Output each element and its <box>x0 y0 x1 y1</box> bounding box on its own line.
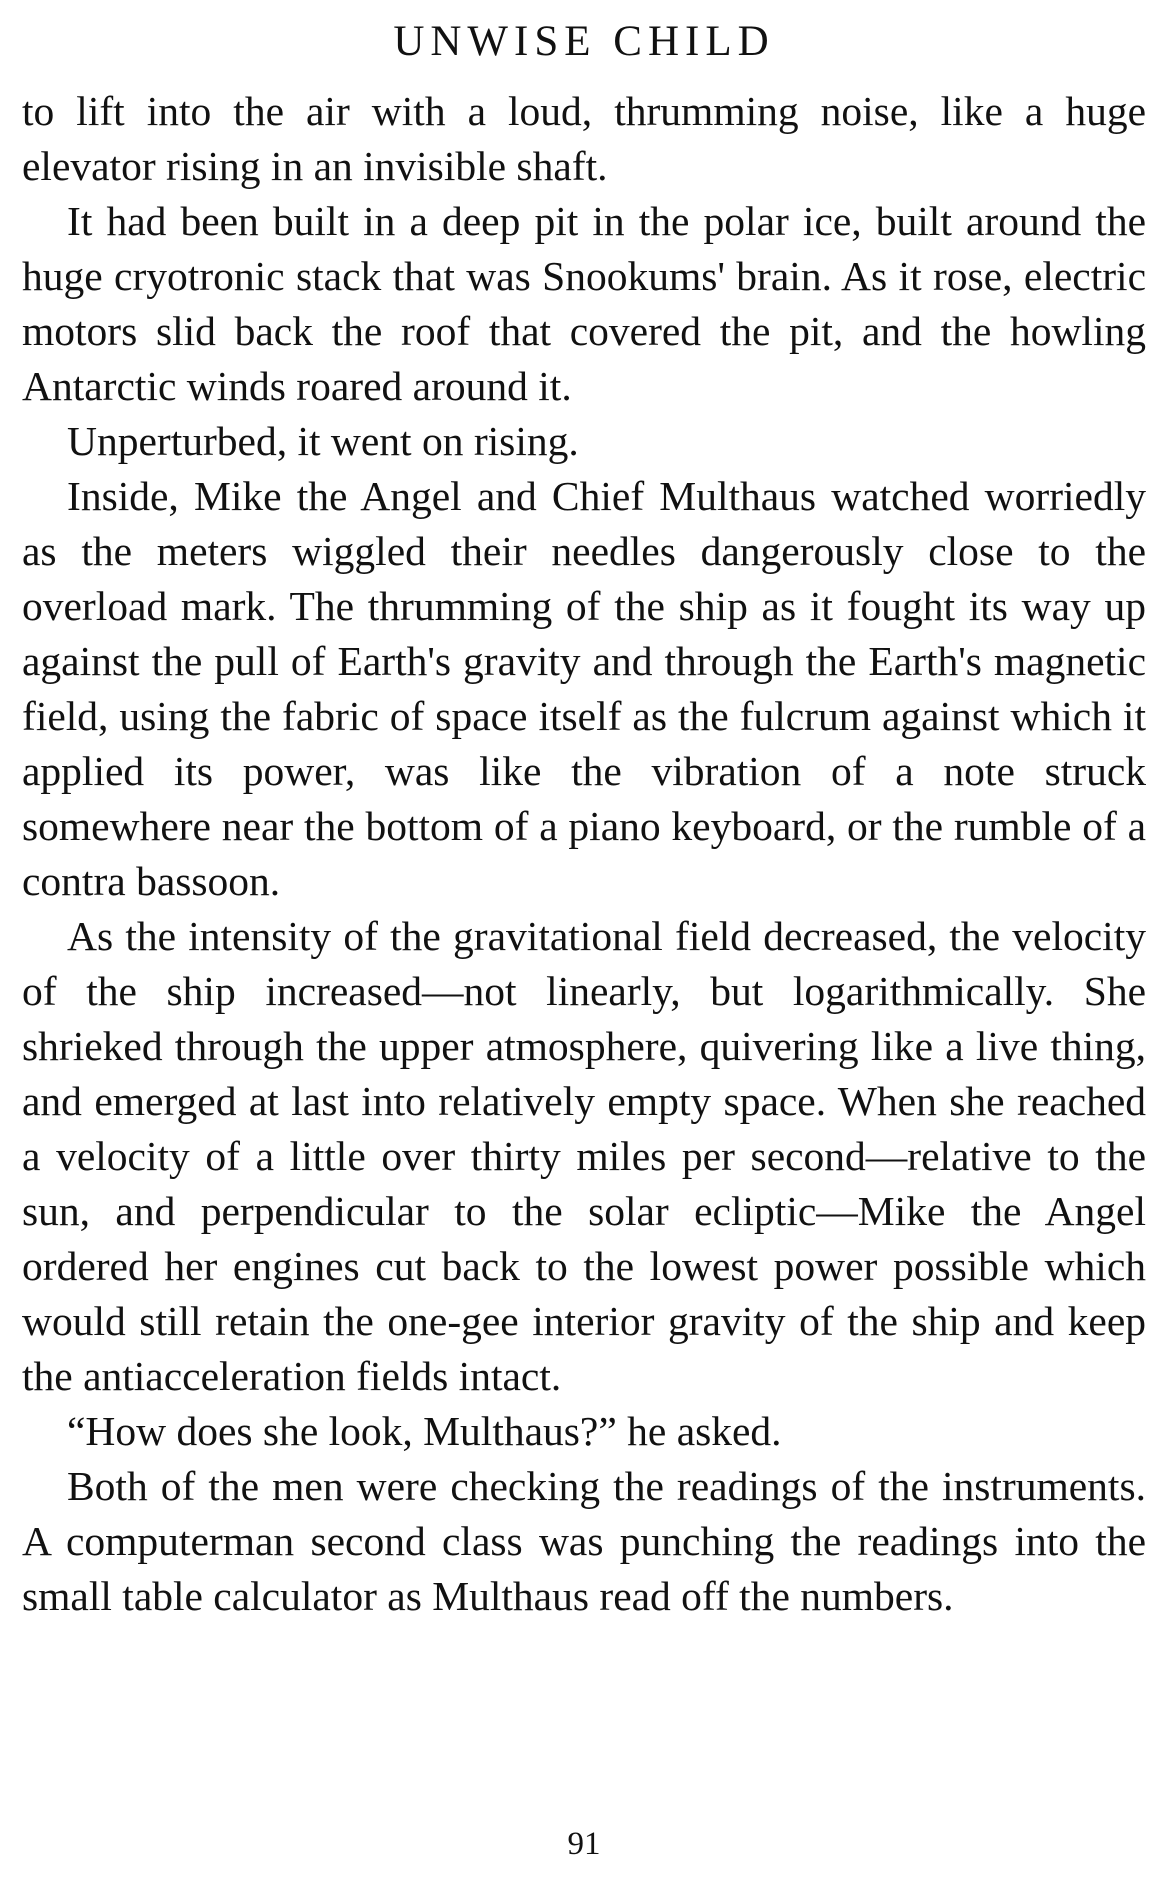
paragraph-2: It had been built in a deep pit in the polar ice, built around the huge cryotronic stack that was Snookums' brain. As it rose, electric motors slid back the roof that covered the pit, and the howling Antarctic winds roared around it. <box>22 198 1146 409</box>
paragraph-4: Inside, Mike the Angel and Chief Multhaus watched worriedly as the meters wiggled their needles dangerously close to the overload mark. The thrumming of the ship as it fought its way up against the pull of Earth's gravity and through the Earth's magnetic field, using the fabric of space itself as the fulcrum against which it applied its power, was like the vibration of a note struck somewhere near the bottom of a piano keyboard, or the rumble of a contra bassoon. <box>22 473 1146 904</box>
page-number: 91 <box>567 1826 601 1862</box>
paragraph-5: As the intensity of the gravitational field decreased, the velocity of the ship increased—not linearly, but logarithmically. She shrieked through the upper atmosphere, quivering like a live thing, and emerged at last into relatively empty space. When she reached a velocity of a little over thirty miles per second—relative to the sun, and perpendicular to the solar ecliptic—Mike the Angel ordered her engines cut back to the lowest power possible which would still retain the one-gee interior gravity of the ship and keep the antiacceleration fields intact. <box>22 913 1146 1399</box>
running-title: UNWISE CHILD <box>393 18 775 65</box>
body-text <box>22 84 1146 1624</box>
paragraph-3: Unperturbed, it went on rising. <box>67 418 579 464</box>
book-page <box>22 0 1146 1885</box>
paragraph-1: to lift into the air with a loud, thrumming noise, like a huge elevator rising in an invisible shaft. <box>22 88 1146 189</box>
paragraph-7: Both of the men were checking the readings of the instruments. A computerman second class was punching the readings into the small table calculator as Multhaus read off the numbers. <box>22 1463 1146 1619</box>
paragraph-6: “How does she look, Multhaus?” he asked. <box>67 1408 782 1454</box>
